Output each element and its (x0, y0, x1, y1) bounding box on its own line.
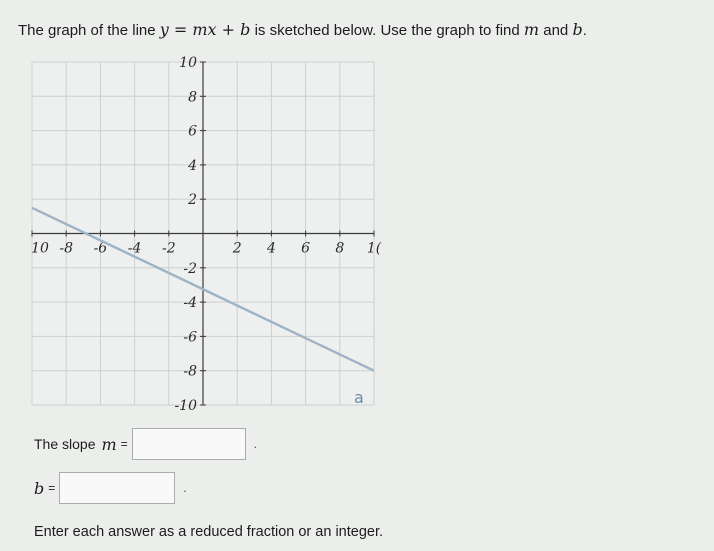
y-tick-label: -4 (183, 295, 197, 312)
instruction-note: Enter each answer as a reduced fraction or an integer. (34, 524, 384, 540)
x-tick-label: 4 (266, 240, 276, 257)
y-tick-label: 8 (188, 89, 197, 106)
x-tick-label: 10 (31, 240, 49, 257)
intercept-trailing-period: . (183, 481, 187, 495)
y-tick-label: 4 (188, 157, 197, 174)
slope-trailing-period: . (253, 437, 258, 451)
y-tick-label: 2 (188, 192, 197, 209)
x-tick-label: 2 (232, 240, 242, 257)
prompt-text-4: . (582, 22, 587, 39)
slope-label: The slope (34, 436, 96, 452)
y-tick-label: -6 (183, 329, 197, 346)
y-tick-label: 10 (179, 55, 197, 71)
slope-variable: m (101, 434, 117, 454)
y-tick-label: -2 (183, 260, 197, 277)
prompt-text-1: The graph of the line (18, 22, 160, 39)
slope-input[interactable] (132, 428, 246, 460)
slope-answer-row (34, 428, 257, 460)
x-tick-label: 6 (301, 240, 311, 257)
prompt-text-2: is sketched below. Use the graph to find (250, 22, 524, 39)
x-tick-label: 1( (366, 240, 382, 257)
prompt-var-m: m (523, 20, 540, 39)
x-tick-label: -2 (161, 240, 176, 257)
y-tick-label: -10 (174, 398, 197, 414)
y-tick-label: -8 (183, 363, 197, 380)
intercept-variable: b (34, 478, 45, 498)
prompt-text-3: and (539, 22, 573, 39)
intercept-input[interactable] (59, 472, 175, 504)
prompt-equation: y = mx + b (159, 20, 251, 39)
slope-equals: = (120, 437, 128, 451)
x-tick-label: -4 (127, 240, 142, 257)
intercept-equals: = (48, 481, 56, 495)
intercept-answer-row (28, 472, 187, 504)
graph-corner-glyph: a (354, 388, 364, 407)
x-tick-label: -8 (59, 240, 74, 257)
prompt-var-b: b (572, 20, 583, 39)
x-tick-label: -6 (93, 240, 108, 257)
y-tick-label: 6 (188, 123, 197, 140)
x-tick-label: 8 (335, 240, 345, 257)
